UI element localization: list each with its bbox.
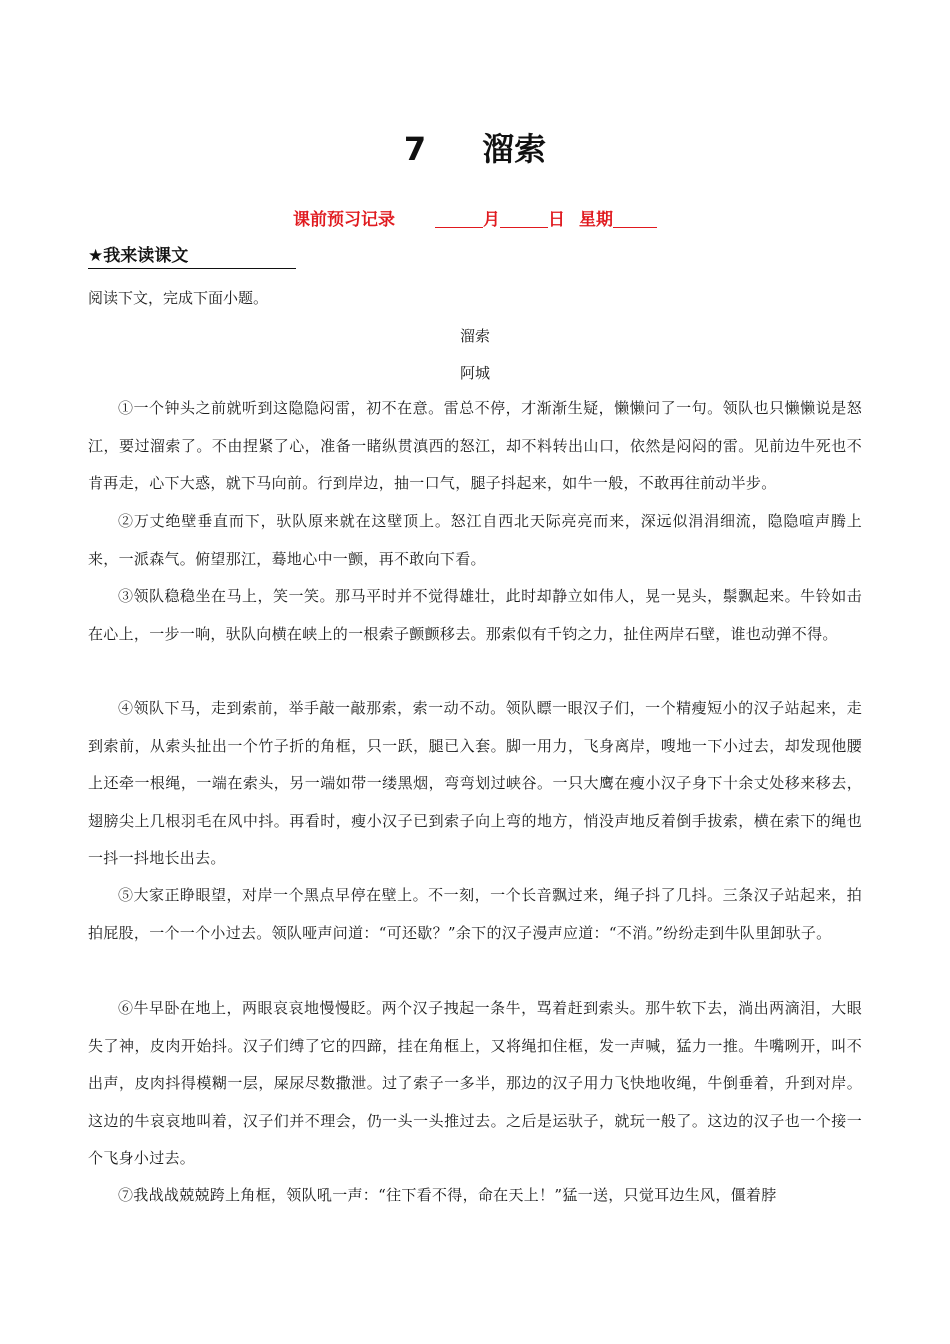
day-suffix: 日 bbox=[548, 210, 565, 230]
section-heading: ★我来读课文 bbox=[88, 241, 296, 269]
instruction-text: 阅读下文，完成下面小题。 bbox=[88, 289, 269, 307]
lesson-title bbox=[0, 124, 950, 170]
preview-record-label: 课前预习记录 bbox=[293, 210, 395, 230]
day-blank bbox=[500, 211, 548, 228]
paragraph-7: ⑦我战战兢兢跨上角框，领队吼一声：“往下看不得，命在天上！”猛一送，只觉耳边生风，僵着脖 bbox=[118, 1186, 777, 1204]
weekday-blank bbox=[613, 211, 657, 228]
paragraph-2: ②万丈绝壁垂直而下，驮队原来就在这壁顶上。怒江自西北天际亮亮而来，深远似涓涓细流，隐隐喧声腾上来，一派森气。俯望那江，蓦地心中一颤，再不敢向下看。 bbox=[88, 512, 862, 568]
article-author: 阿城 bbox=[459, 364, 490, 382]
preview-record-line bbox=[0, 205, 950, 230]
article-title: 溜索 bbox=[459, 327, 490, 345]
month-blank bbox=[435, 211, 483, 228]
paragraph-1: ①一个钟头之前就听到这隐隐闷雷，初不在意。雷总不停，才渐渐生疑，懒懒问了一句。领队也只懒懒说是怒江，要过溜索了。不由捏紧了心，准备一睹纵贯滇西的怒江，却不料转出山口，依然是闷闷的雷。见前边牛死也不肯再走，心下大惑，就下马向前。行到岸边，抽一口气，腿子抖起来，如牛一般，不敢再往前动半步。 bbox=[88, 399, 862, 492]
paragraph-3: ③领队稳稳坐在马上，笑一笑。那马平时并不觉得雄壮，此时却静立如伟人，晃一晃头，鬃飘起来。牛铃如击在心上，一步一响，驮队向横在峡上的一根索子颤颤移去。那索似有千钧之力，扯住两岸石壁，谁也动弹不得。 bbox=[88, 587, 862, 643]
lesson-title-text: 溜索 bbox=[482, 130, 547, 168]
paragraph-6: ⑥牛早卧在地上，两眼哀哀地慢慢眨。两个汉子拽起一条牛，骂着赶到索头。那牛软下去，淌出两滴泪，大眼失了神，皮肉开始抖。汉子们缚了它的四蹄，挂在角框上，又将绳扣住框，发一声喊，猛力一推。牛嘴咧开，叫不出声，皮肉抖得模糊一层，屎尿尽数撒泄。过了索子一多半，那边的汉子用力飞快地收绳，牛倒垂着，升到对岸。这边的牛哀哀地叫着，汉子们并不理会，仍一头一头推过去。之后是运驮子，就玩一般了。这边的汉子也一个接一个飞身小过去。 bbox=[88, 999, 862, 1167]
paragraph-5: ⑤大家正睁眼望，对岸一个黑点早停在壁上。不一刻，一个长音飘过来，绳子抖了几抖。三条汉子站起来，拍拍屁股，一个一个小过去。领队哑声问道：“可还歇？”余下的汉子漫声应道：“不消。”纷纷走到牛队里卸驮子。 bbox=[88, 886, 862, 942]
paragraph-4: ④领队下马，走到索前，举手敲一敲那索，索一动不动。领队瞟一眼汉子们，一个精瘦短小的汉子站起来，走到索前，从索头扯出一个竹子折的角框，只一跃，腿已入套。脚一用力，飞身离岸，嗖地一下小过去，却发现他腰上还牵一根绳，一端在索头，另一端如带一缕黑烟，弯弯划过峡谷。一只大鹰在瘦小汉子身下十余丈处移来移去，翅膀尖上几根羽毛在风中抖。再看时，瘦小汉子已到索子向上弯的地方，悄没声地反着倒手拔索，横在索下的绳也一抖一抖地长出去。 bbox=[88, 699, 862, 867]
month-suffix: 月 bbox=[483, 210, 500, 230]
lesson-number: 7 bbox=[403, 130, 427, 168]
weekday-label: 星期 bbox=[579, 210, 613, 230]
